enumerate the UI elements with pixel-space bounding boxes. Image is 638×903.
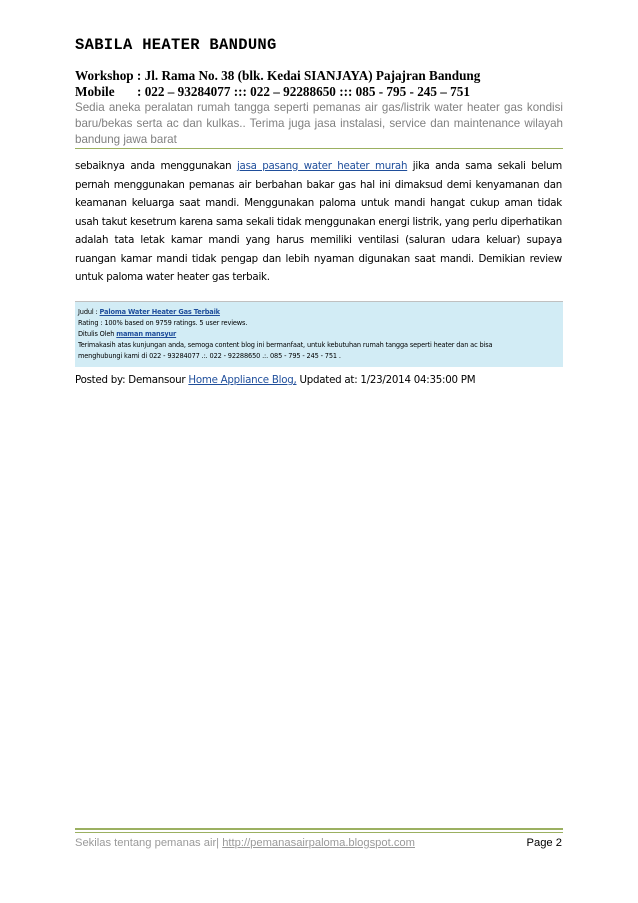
judul-link[interactable]: Paloma Water Heater Gas Terbaik bbox=[99, 308, 220, 316]
thanks-line-2: menghubungi kami di 022 - 93284077 .:. 022 - 92288650 .:. 085 - 795 - 245 - 751 . bbox=[78, 352, 341, 360]
page-number: Page 2 bbox=[526, 837, 562, 849]
judul-row bbox=[78, 307, 560, 318]
ditulis-label: Ditulis Oleh bbox=[78, 330, 117, 338]
post-info-box bbox=[75, 301, 563, 367]
footer-url-link[interactable]: http://pemanasairpaloma.blogspot.com bbox=[222, 837, 415, 849]
jasa-pasang-link[interactable]: jasa pasang water heater murah bbox=[236, 160, 408, 172]
header-divider bbox=[75, 148, 563, 149]
article-text-part2: jika anda sama sekali belum pernah menggunakan pemanas air berbahan bakar gas hal ini dimaksud demi kenyamanan dan keamanan keluarga saat mandi. Menggunakan paloma untuk mandi hangat cukup aman tidak usah takut kesetrum karena sama sekali tidak menggunakan energi listrik, yang perlu diperhatikan adalah tata letak kamar mandi yang harus memiliki ventilasi (saluran udara keluar) supaya ruangan kamar mandi tidak pengap dan lebih nyaman digunakan saat mandi. Demikian review untuk paloma water heater gas terbaik. bbox=[75, 160, 563, 283]
footer-text: Sekilas tentang pemanas air| bbox=[75, 837, 223, 849]
posted-by-line bbox=[75, 374, 475, 386]
posted-prefix: Posted by: Demansour bbox=[75, 374, 189, 386]
mobile-value: : 022 – 93284077 ::: 022 – 92288650 ::: 085 - 795 - 245 – 751 bbox=[137, 84, 470, 99]
mobile-numbers bbox=[75, 84, 565, 100]
page-title: SABILA HEATER BANDUNG bbox=[75, 36, 277, 54]
rating-row: Rating : 100% based on 9759 ratings. 5 user reviews. bbox=[78, 319, 248, 327]
workshop-address: Workshop : Jl. Rama No. 38 (blk. Kedai SIANJAYA) Pajajran Bandung bbox=[75, 68, 481, 83]
footer-caption bbox=[75, 837, 415, 849]
footer-divider-thin bbox=[75, 832, 563, 833]
article-paragraph bbox=[75, 157, 562, 287]
judul-label: Judul : bbox=[78, 308, 100, 316]
footer-divider-thick bbox=[75, 828, 563, 830]
author-row bbox=[78, 329, 560, 340]
mobile-label: Mobile bbox=[75, 84, 115, 99]
author-link[interactable]: maman mansyur bbox=[116, 330, 177, 338]
article-text-part1: sebaiknya anda menggunakan bbox=[75, 160, 237, 172]
posted-suffix: Updated at: 1/23/2014 04:35:00 PM bbox=[296, 374, 476, 386]
thanks-line-1: Terimakasih atas kunjungan anda, semoga content blog ini bermanfaat, untuk kebutuhan rumah tangga seperti heater dan ac bisa bbox=[78, 341, 493, 349]
header-tagline: Sedia aneka peralatan rumah tangga seperti pemanas air gas/listrik water heater gas kondisi baru/bekas serta ac dan kulkas.. Terima juga jasa instalasi, service dan maintenance wilayah bandung jawa barat bbox=[75, 101, 563, 146]
home-appliance-blog-link[interactable]: Home Appliance Blog, bbox=[188, 374, 297, 386]
